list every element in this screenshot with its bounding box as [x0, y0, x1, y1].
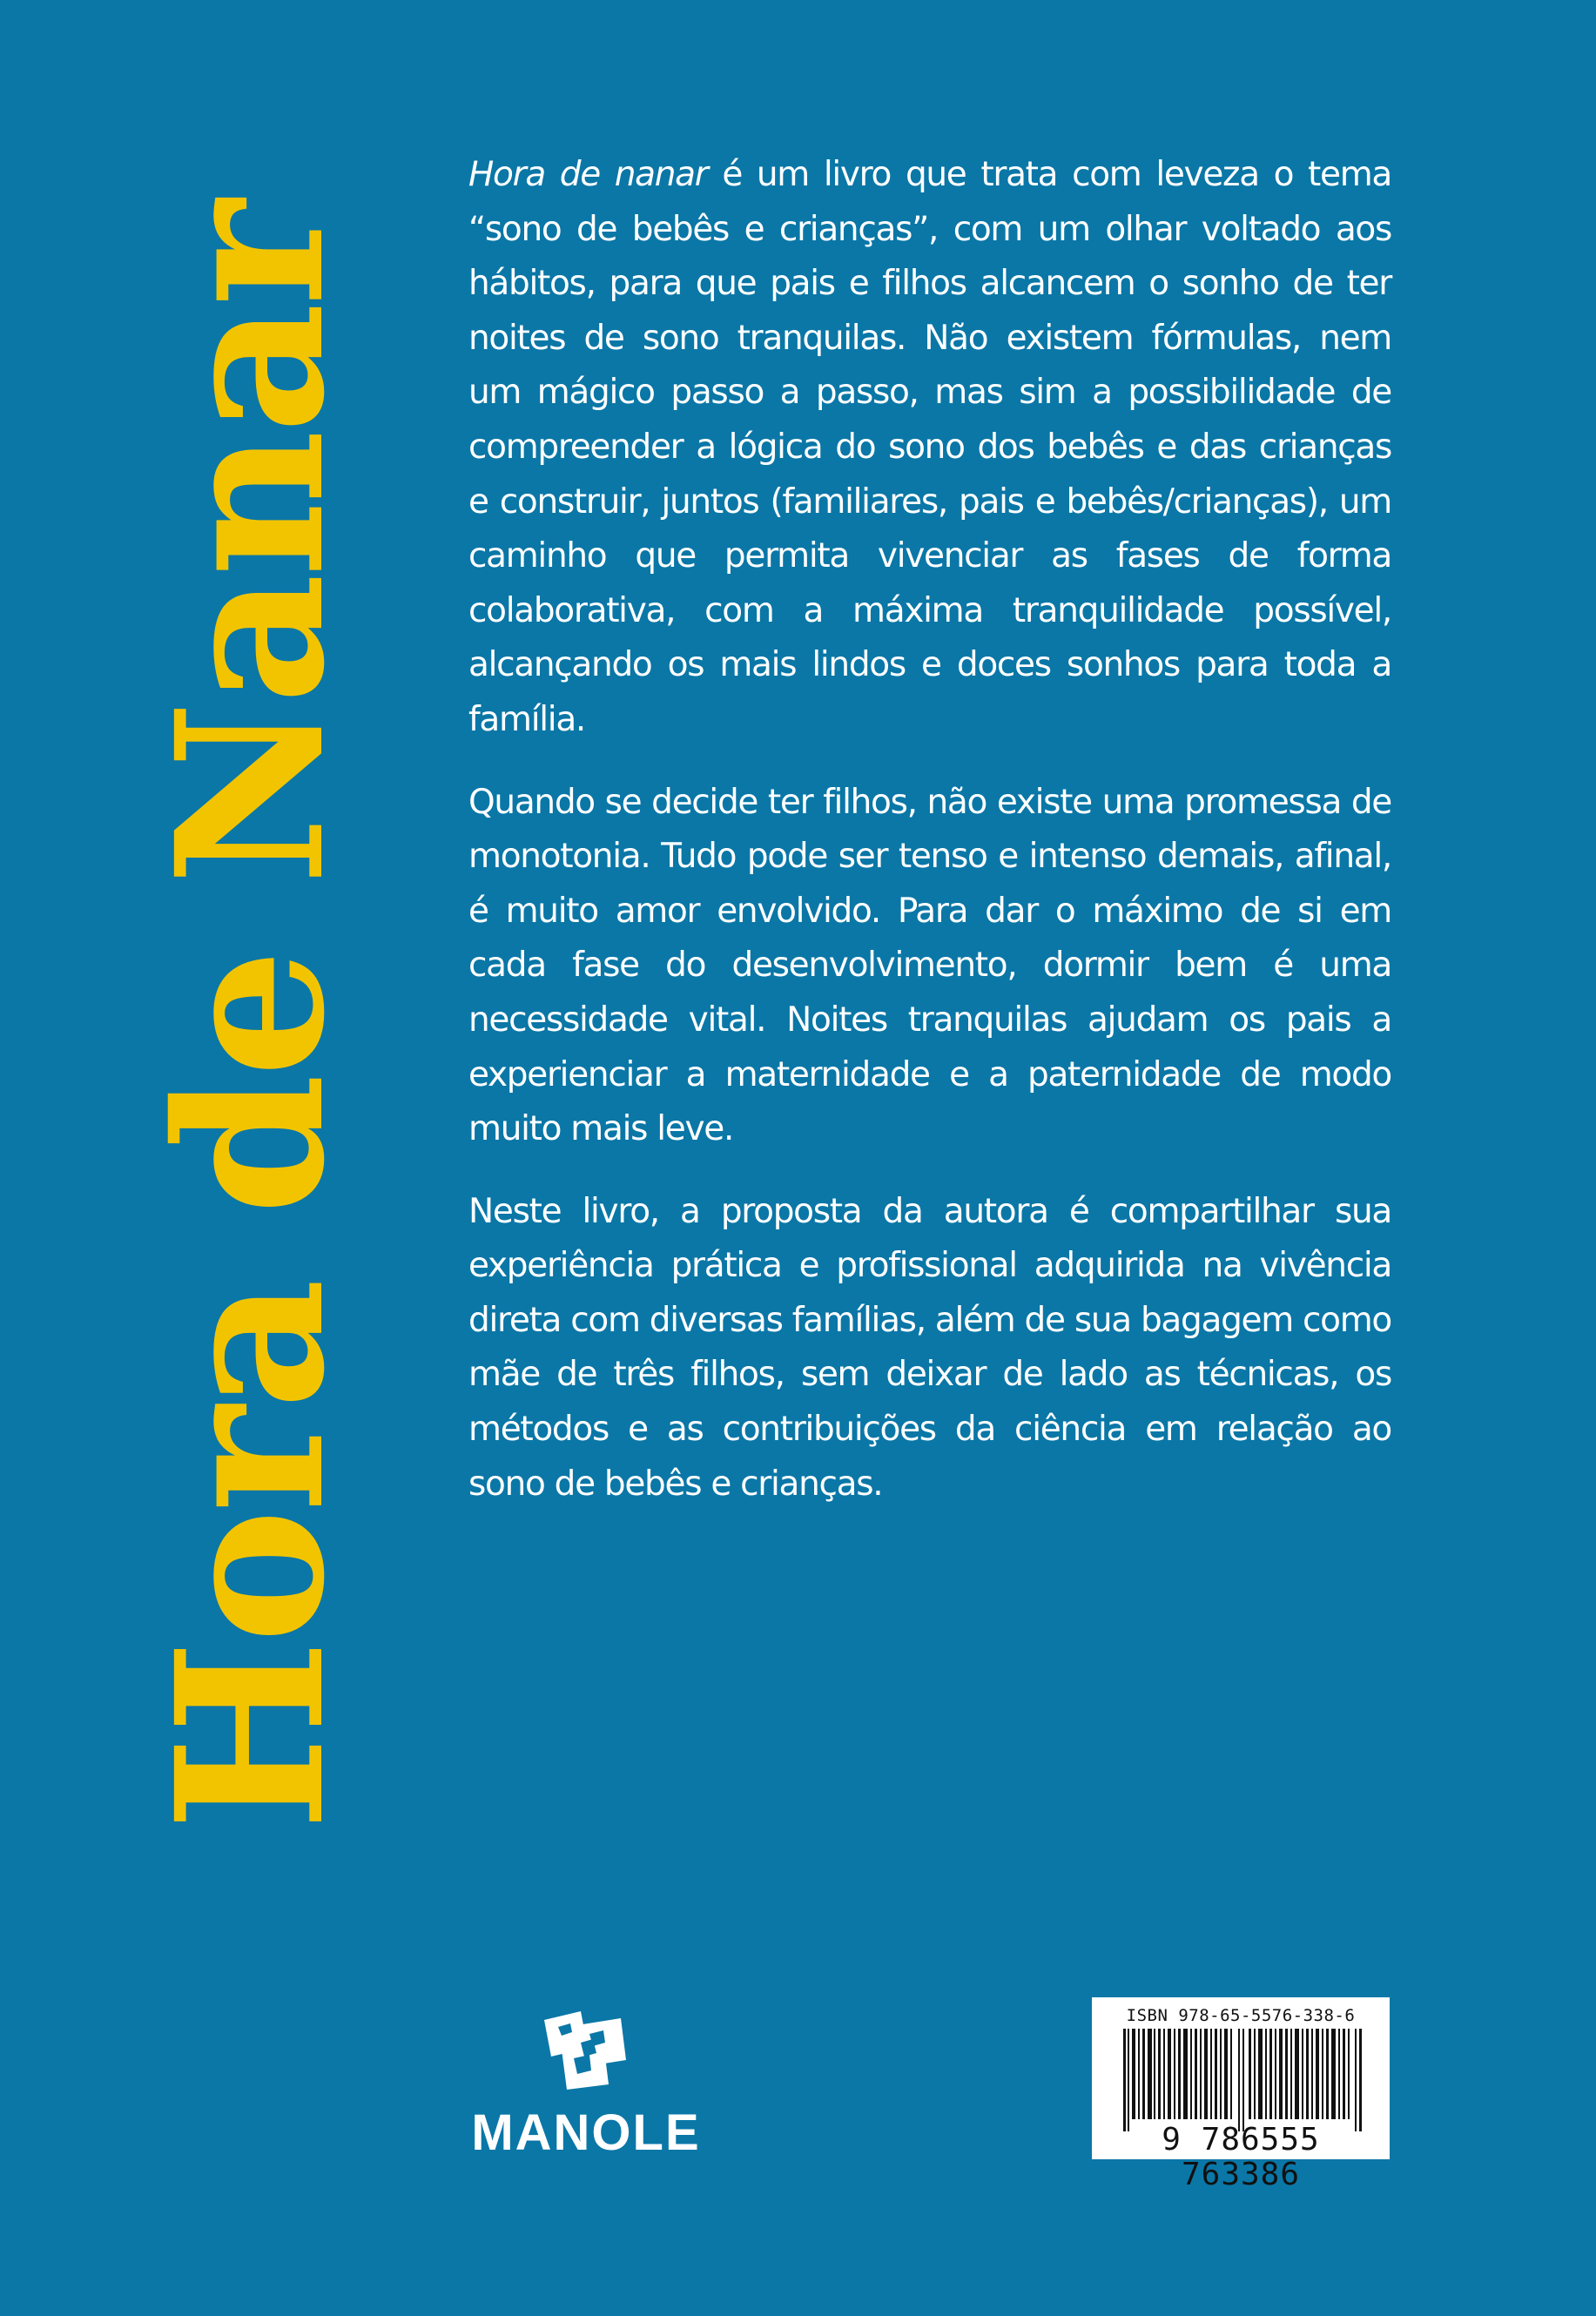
publisher-logo: [468, 2004, 704, 2161]
ean-digits: 9 786555 763386: [1162, 2122, 1320, 2192]
book-title-italic: Hora de nanar: [468, 155, 708, 194]
manole-logo-icon: [535, 2004, 640, 2091]
blurb-paragraph-1: [468, 148, 1391, 748]
blurb-text: [468, 148, 1391, 1539]
blurb-paragraph-1-text: é um livro que trata com leveza o tema “sono de bebês e crianças”, com um olhar voltado aos hábitos, para que pais e filhos alcancem o sonho de ter noites de sono tranquilas. Não existem fórmulas, nem um mágico passo a passo, mas sim a possibilidade de compreender a lógica do sono dos bebês e das crianças e construir, juntos (familiares, pais e bebês/crianças), um caminho que permita vivenciar as fases de forma colaborativa, com a máxima tranquilidade possível, alcançando os mais lindos e doces sonhos para toda a família.: [468, 155, 1391, 739]
blurb-paragraph-2: Quando se decide ter filhos, não existe uma promessa de monotonia. Tudo pode ser tenso e intenso demais, afinal, é muito amor envolvido. Para dar o máximo de si em cada fase do desenvolvimento, dormir bem é uma necessidade vital. Noites tranquilas ajudam os pais a experienciar a maternidade e a paternidade de modo muito mais leve.: [468, 782, 1391, 1149]
vertical-title: Hora de Nanar: [131, 203, 369, 1831]
isbn-barcode: [1092, 1997, 1390, 2192]
barcode-bars: [1104, 2029, 1381, 2131]
blurb-paragraph-3: Neste livro, a proposta da autora é compartilhar sua experiência prática e profissional adquirida na vivência direta com diversas famílias, além de sua bagagem como mãe de três filhos, sem deixar de lado as técnicas, os métodos e as contribuições da ciência em relação ao sono de bebês e crianças.: [468, 1191, 1391, 1504]
publisher-name: MANOLE: [471, 2104, 701, 2161]
isbn-label: ISBN 978-65-5576-338-6: [1126, 2006, 1356, 2025]
